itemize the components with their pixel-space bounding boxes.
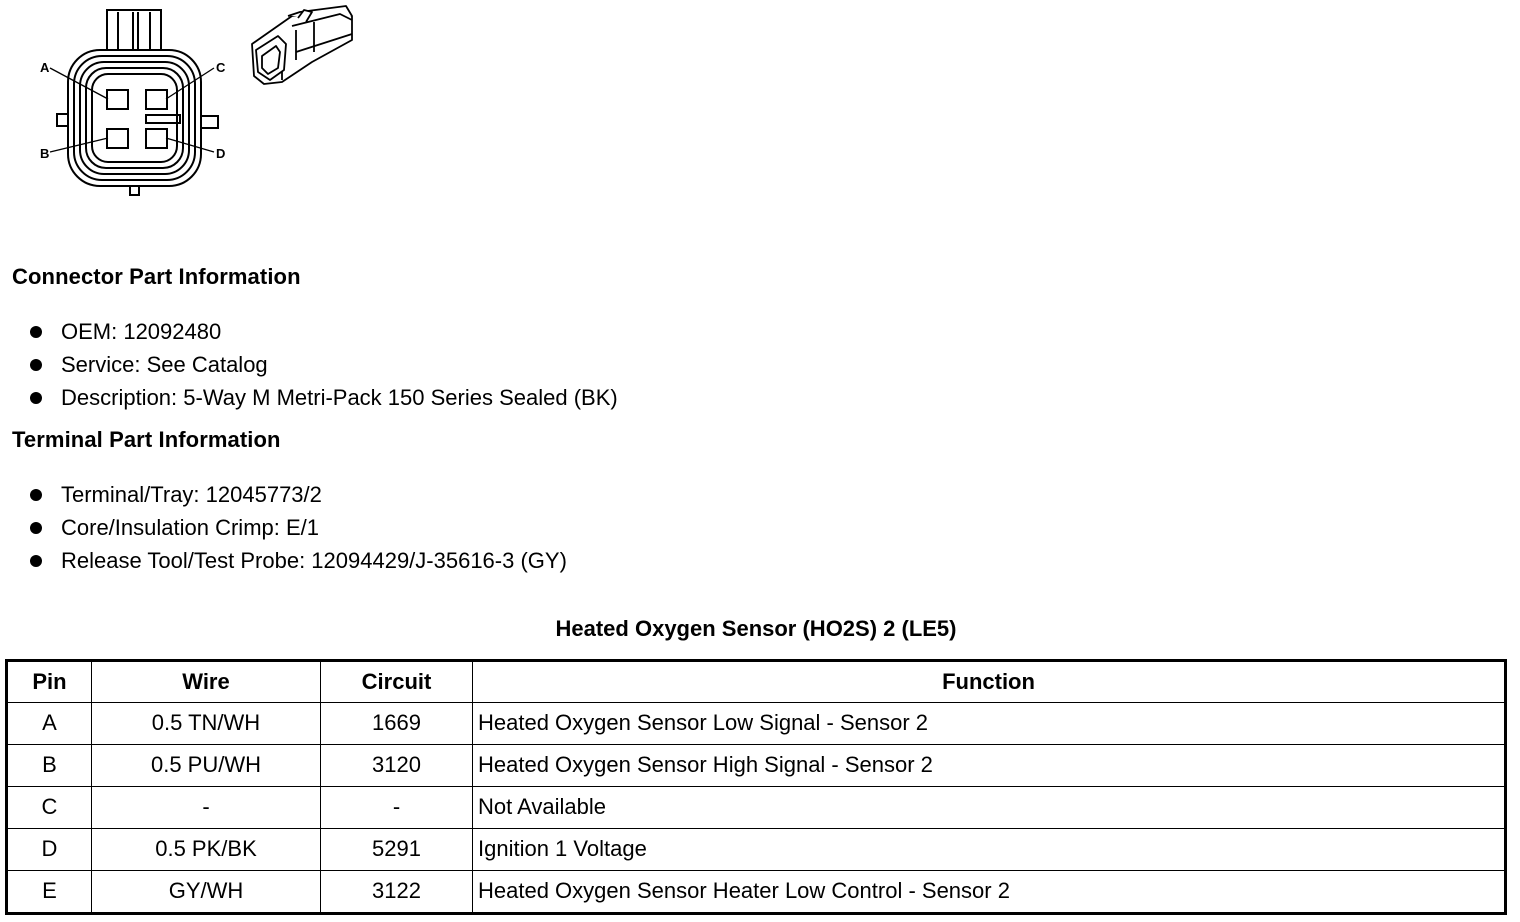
cell-function: Heated Oxygen Sensor Heater Low Control - Sensor 2	[473, 870, 1506, 913]
cell-pin: C	[7, 786, 92, 828]
cell-wire: 0.5 PK/BK	[92, 828, 321, 870]
connector-diagram	[30, 0, 370, 205]
header-circuit: Circuit	[321, 661, 473, 703]
table-row	[7, 786, 1506, 828]
list-item: OEM: 12092480	[28, 315, 618, 348]
header-pin: Pin	[7, 661, 92, 703]
connector-info-list	[28, 315, 618, 414]
cell-pin: A	[7, 703, 92, 745]
cell-function: Ignition 1 Voltage	[473, 828, 1506, 870]
header-function: Function	[473, 661, 1506, 703]
list-item: Core/Insulation Crimp: E/1	[28, 511, 567, 544]
terminal-info-list	[28, 478, 567, 577]
pin-label-a: A	[40, 60, 50, 75]
pin-label-b: B	[40, 146, 50, 161]
cell-pin: B	[7, 744, 92, 786]
pinout-table	[5, 659, 1507, 915]
table-title: Heated Oxygen Sensor (HO2S) 2 (LE5)	[555, 616, 957, 641]
cell-wire: 0.5 PU/WH	[92, 744, 321, 786]
table-row	[7, 828, 1506, 870]
list-item: Terminal/Tray: 12045773/2	[28, 478, 567, 511]
cell-circuit: 3120	[321, 744, 473, 786]
cell-pin: D	[7, 828, 92, 870]
list-item: Description: 5-Way M Metri-Pack 150 Series Sealed (BK)	[28, 381, 618, 414]
pin-label-c: C	[216, 60, 226, 75]
header-wire: Wire	[92, 661, 321, 703]
connector-3d-sketch	[252, 6, 352, 84]
pin-label-d: D	[216, 146, 226, 161]
cell-wire: 0.5 TN/WH	[92, 703, 321, 745]
cell-function: Heated Oxygen Sensor High Signal - Sensor 2	[473, 744, 1506, 786]
table-row	[7, 870, 1506, 913]
terminal-info-heading: Terminal Part Information	[12, 427, 281, 452]
table-row	[7, 744, 1506, 786]
cell-wire: -	[92, 786, 321, 828]
cell-wire: GY/WH	[92, 870, 321, 913]
list-item: Service: See Catalog	[28, 348, 618, 381]
cell-circuit: -	[321, 786, 473, 828]
cell-circuit: 5291	[321, 828, 473, 870]
list-item: Release Tool/Test Probe: 12094429/J-35616-3 (GY)	[28, 544, 567, 577]
cell-circuit: 3122	[321, 870, 473, 913]
connector-info-heading: Connector Part Information	[12, 264, 301, 289]
table-header-row	[7, 661, 1506, 703]
cell-function: Not Available	[473, 786, 1506, 828]
cell-function: Heated Oxygen Sensor Low Signal - Sensor 2	[473, 703, 1506, 745]
table-row	[7, 703, 1506, 745]
cell-pin: E	[7, 870, 92, 913]
cell-circuit: 1669	[321, 703, 473, 745]
